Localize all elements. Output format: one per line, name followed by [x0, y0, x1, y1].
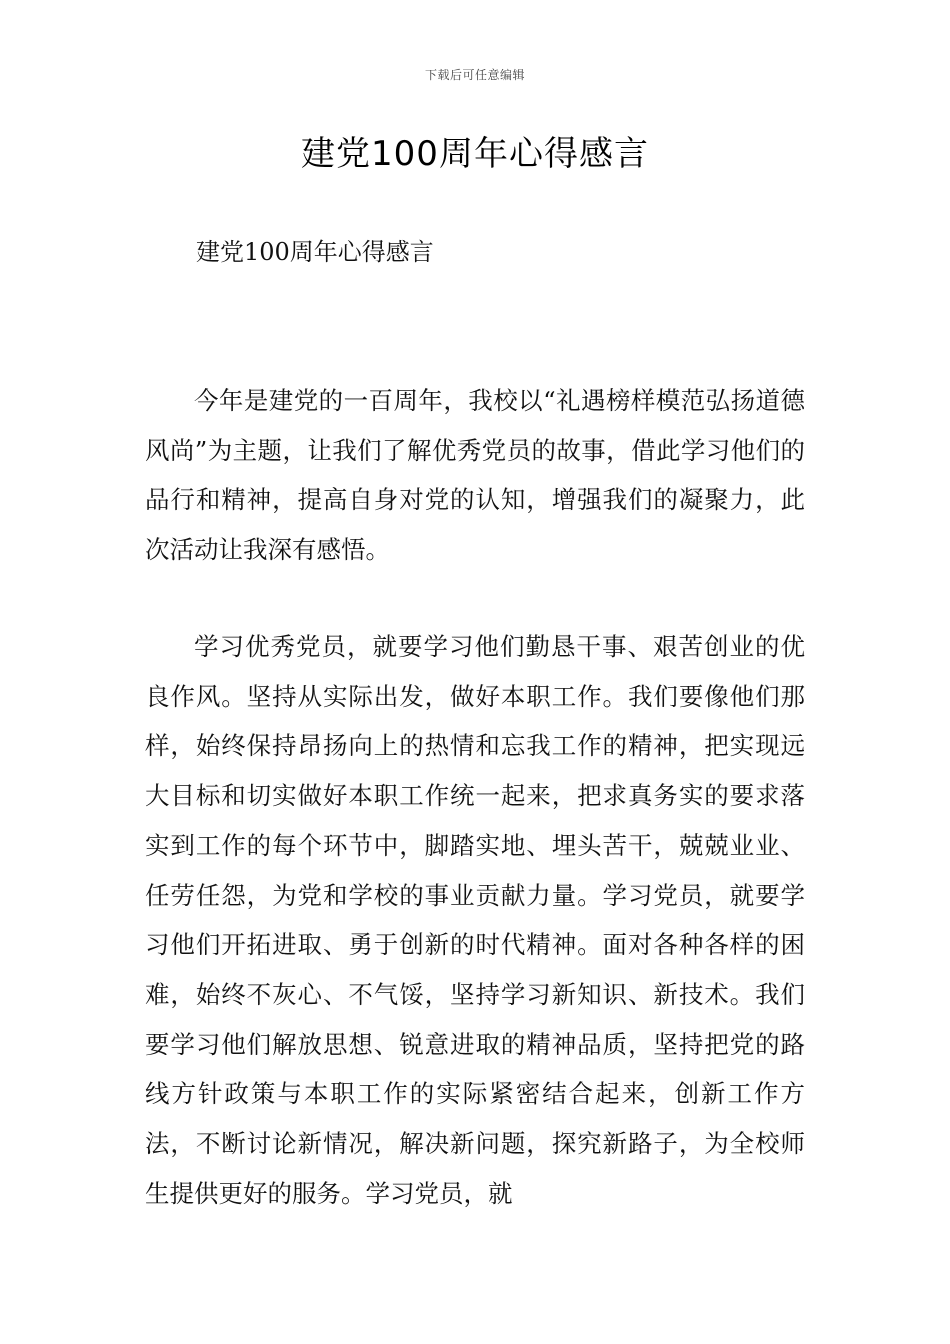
body-paragraph-1: 今年是建党的一百周年，我校以“礼遇榜样模范弘扬道德风尚”为主题，让我们了解优秀党员的故事，借此学习他们的品行和精神，提高自身对党的认知，增强我们的凝聚力，此次活动让我深有感悟。 [145, 386, 805, 565]
document-subtitle: 建党100周年心得感言 [196, 238, 434, 266]
body-paragraph-2: 学习优秀党员，就要学习他们勤恳干事、艰苦创业的优良作风。坚持从实际出发，做好本职工作。我们要像他们那样，始终保持昂扬向上的热情和忘我工作的精神，把实现远大目标和切实做好本职工作统一起来，把求真务实的要求落实到工作的每个环节中，脚踏实地、埋头苦干，兢兢业业、任劳任怨，为党和学校的事业贡献力量。学习党员，就要学习他们开拓进取、勇于创新的时代精神。面对各种各样的困难，始终不灰心、不气馁，坚持学习新知识、新技术。我们要学习他们解放思想、锐意进取的精神品质，坚持把党的路线方针政策与本职工作的实际紧密结合起来，创新工作方法，不断讨论新情况，解决新问题，探究新路子，为全校师生提供更好的服务。学习党员，就 [145, 632, 805, 1208]
header-note: 下载后可任意编辑 [424, 68, 525, 82]
document-title: 建党100周年心得感言 [301, 134, 649, 174]
